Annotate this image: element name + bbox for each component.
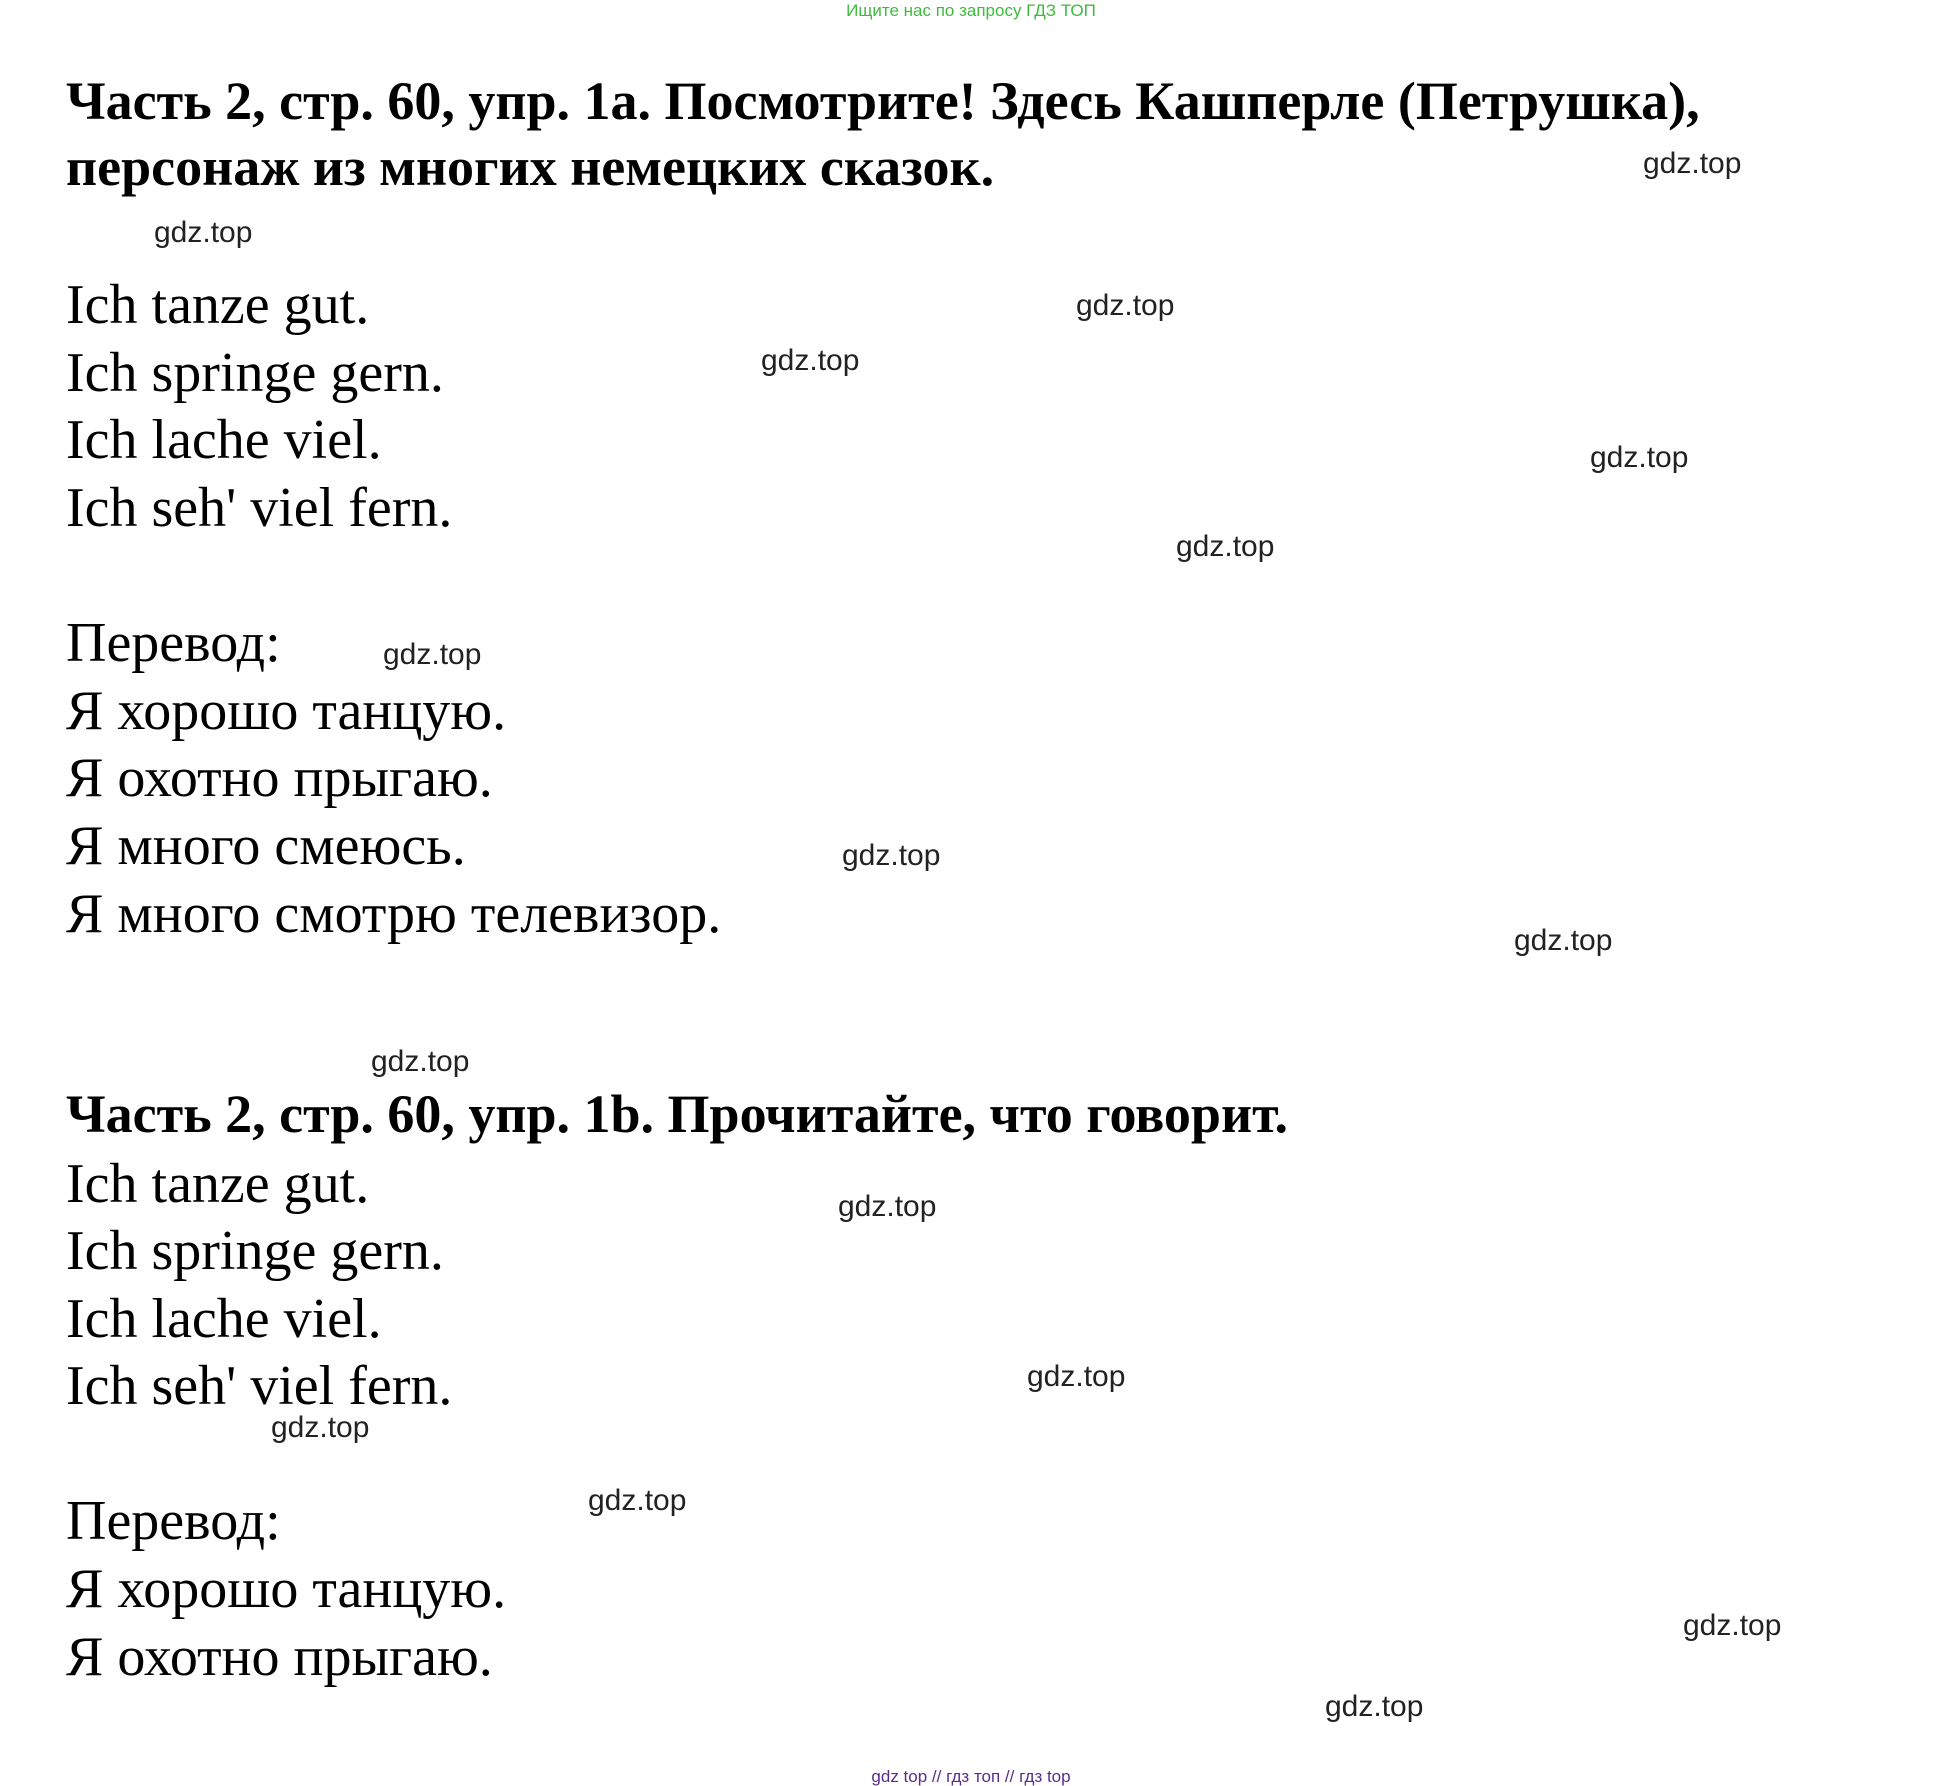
- section1-german-line-1: Ich tanze gut.: [66, 274, 370, 336]
- section2-russian-line-1: Я хорошо танцую.: [66, 1558, 507, 1620]
- section1-russian-line-3: Я много смеюсь.: [66, 815, 466, 877]
- watermark: gdz.top: [588, 1484, 687, 1517]
- watermark: gdz.top: [371, 1045, 470, 1078]
- section2-heading: Часть 2, стр. 60, упр. 1b. Прочитайте, что говорит.: [66, 1084, 1289, 1144]
- section1-russian-line-4: Я много смотрю телевизор.: [66, 883, 722, 945]
- section2-german-line-2: Ich springe gern.: [66, 1220, 444, 1282]
- watermark: gdz.top: [761, 344, 860, 377]
- watermark: gdz.top: [1027, 1360, 1126, 1393]
- watermark: gdz.top: [1683, 1609, 1782, 1642]
- section2-russian-line-2: Я охотно прыгаю.: [66, 1626, 493, 1688]
- section1-heading-line1: Часть 2, стр. 60, упр. 1a. Посмотрите! Здесь Кашперле (Петрушка),: [66, 71, 1700, 131]
- section1-translation-label: Перевод:: [66, 612, 281, 674]
- watermark: gdz.top: [1643, 147, 1742, 180]
- section2-german-line-1: Ich tanze gut.: [66, 1153, 370, 1215]
- section1-german-line-2: Ich springe gern.: [66, 342, 444, 404]
- watermark: gdz.top: [1514, 924, 1613, 957]
- section1-russian-line-1: Я хорошо танцую.: [66, 680, 507, 742]
- watermark: gdz.top: [1325, 1690, 1424, 1723]
- watermark: gdz.top: [838, 1190, 937, 1223]
- watermark: gdz.top: [154, 216, 253, 249]
- footer-links: gdz top // гдз топ // гдз top: [871, 1767, 1071, 1786]
- watermark: gdz.top: [1590, 441, 1689, 474]
- section2-translation-label: Перевод:: [66, 1490, 281, 1552]
- section2-german-line-3: Ich lache viel.: [66, 1288, 382, 1350]
- watermark: gdz.top: [1176, 530, 1275, 563]
- top-banner: Ищите нас по запросу ГДЗ ТОП: [846, 1, 1096, 20]
- section2-german-line-4: Ich seh' viel fern.: [66, 1355, 453, 1417]
- watermark: gdz.top: [1076, 289, 1175, 322]
- section1-german-line-4: Ich seh' viel fern.: [66, 477, 453, 539]
- watermark: gdz.top: [842, 839, 941, 872]
- watermark: gdz.top: [383, 638, 482, 671]
- watermark: gdz.top: [271, 1411, 370, 1444]
- section1-heading-line2: персонаж из многих немецких сказок.: [66, 137, 995, 197]
- section1-russian-line-2: Я охотно прыгаю.: [66, 747, 493, 809]
- section1-german-line-3: Ich lache viel.: [66, 409, 382, 471]
